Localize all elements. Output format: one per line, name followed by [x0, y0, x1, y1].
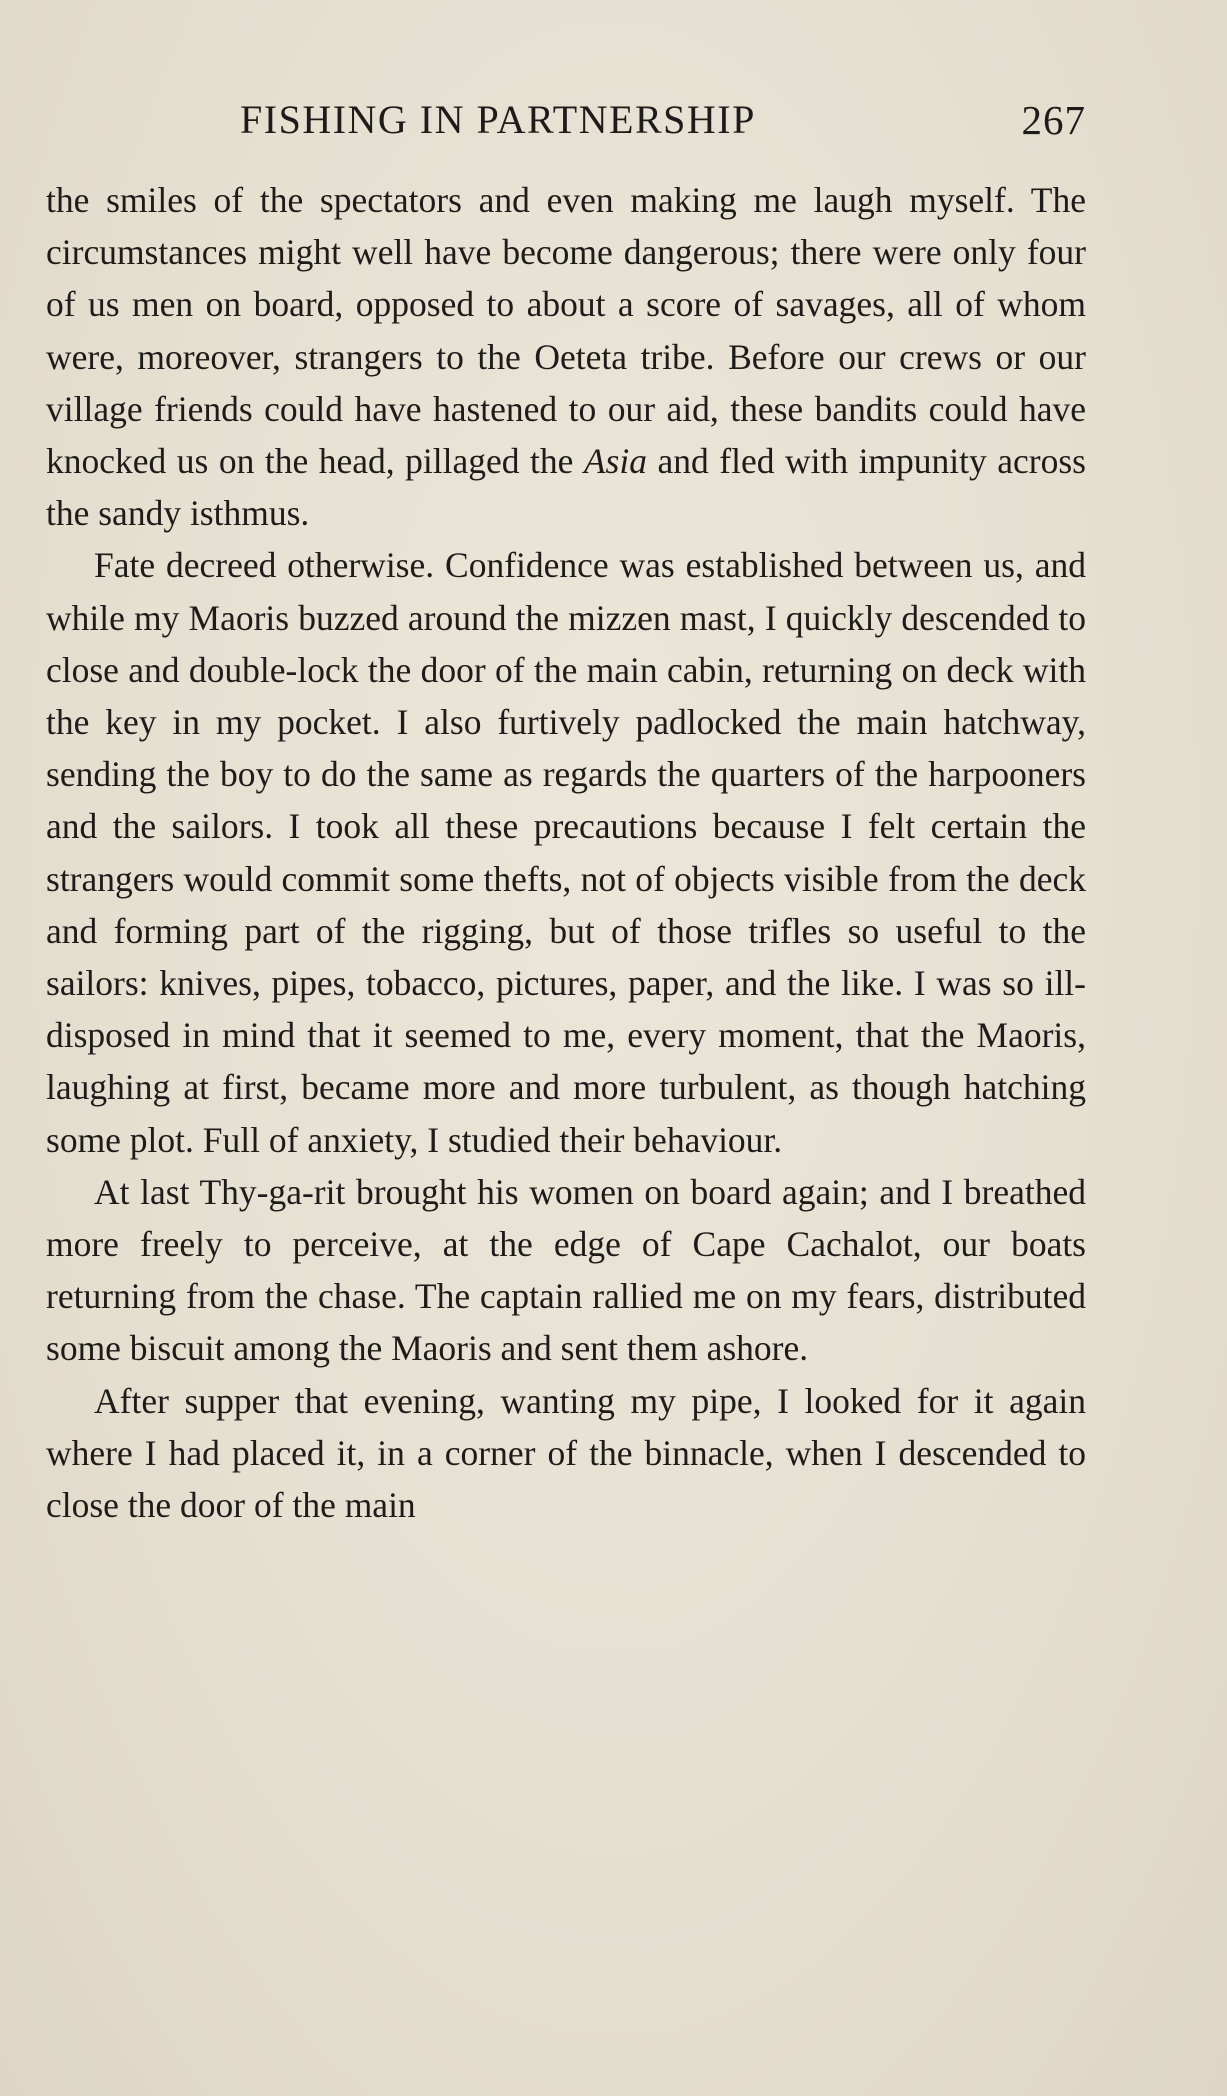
- paragraph-1: [46, 174, 1086, 539]
- paragraph-3: At last Thy-ga-rit brought his women on board again; and I breathed more freely to perceive, at the edge of Cape Cachalot, our boats returning from the chase. The captain rallied me on my fears, distributed some biscuit among the Maoris and sent them ashore.: [46, 1171, 1086, 1369]
- paragraph-2: Fate decreed otherwise. Confidence was established between us, and while my Maoris buzzed around the mizzen mast, I quickly descended to close and double-lock the door of the main cabin, returning on deck with the key in my pocket. I also furtively padlocked the main hatchway, sending the boy to do the same as regards the quarters of the harpooners and the sailors. I took all these precautions because I felt certain the strangers would commit some thefts, not of objects visible from the deck and forming part of the rigging, but of those trifles so useful to the sailors: knives, pipes, tobacco, pictures, paper, and the like. I was so ill-disposed in mind that it seemed to me, every moment, that the Maoris, laughing at first, became more and more turbulent, as though hatching some plot. Full of anxiety, I studied their behaviour.: [46, 545, 1086, 1160]
- body-text: [46, 174, 1086, 1531]
- chapter-title: FISHING IN PARTNERSHIP: [240, 97, 756, 142]
- paragraph-1-end: and fled with impunity across the sandy isthmus.: [46, 441, 1086, 534]
- page-number: 267: [1021, 97, 1086, 143]
- running-header: [46, 92, 1086, 148]
- paragraph-4: After supper that evening, wanting my pipe, I looked for it again where I had placed it, in a corner of the binnacle, when I descended to close the door of the main: [46, 1380, 1086, 1526]
- ship-name-asia: Asia: [583, 441, 647, 482]
- paragraph-1-start: the smiles of the spectators and even making me laugh myself. The circumstances might well have become dangerous; there were only four of us men on board, opposed to about a score of savages, all of whom were, moreover, strangers to the Oeteta tribe. Before our crews or our village friends could have hastened to our aid, these bandits could have knocked us on the head, pillaged the: [46, 180, 1086, 482]
